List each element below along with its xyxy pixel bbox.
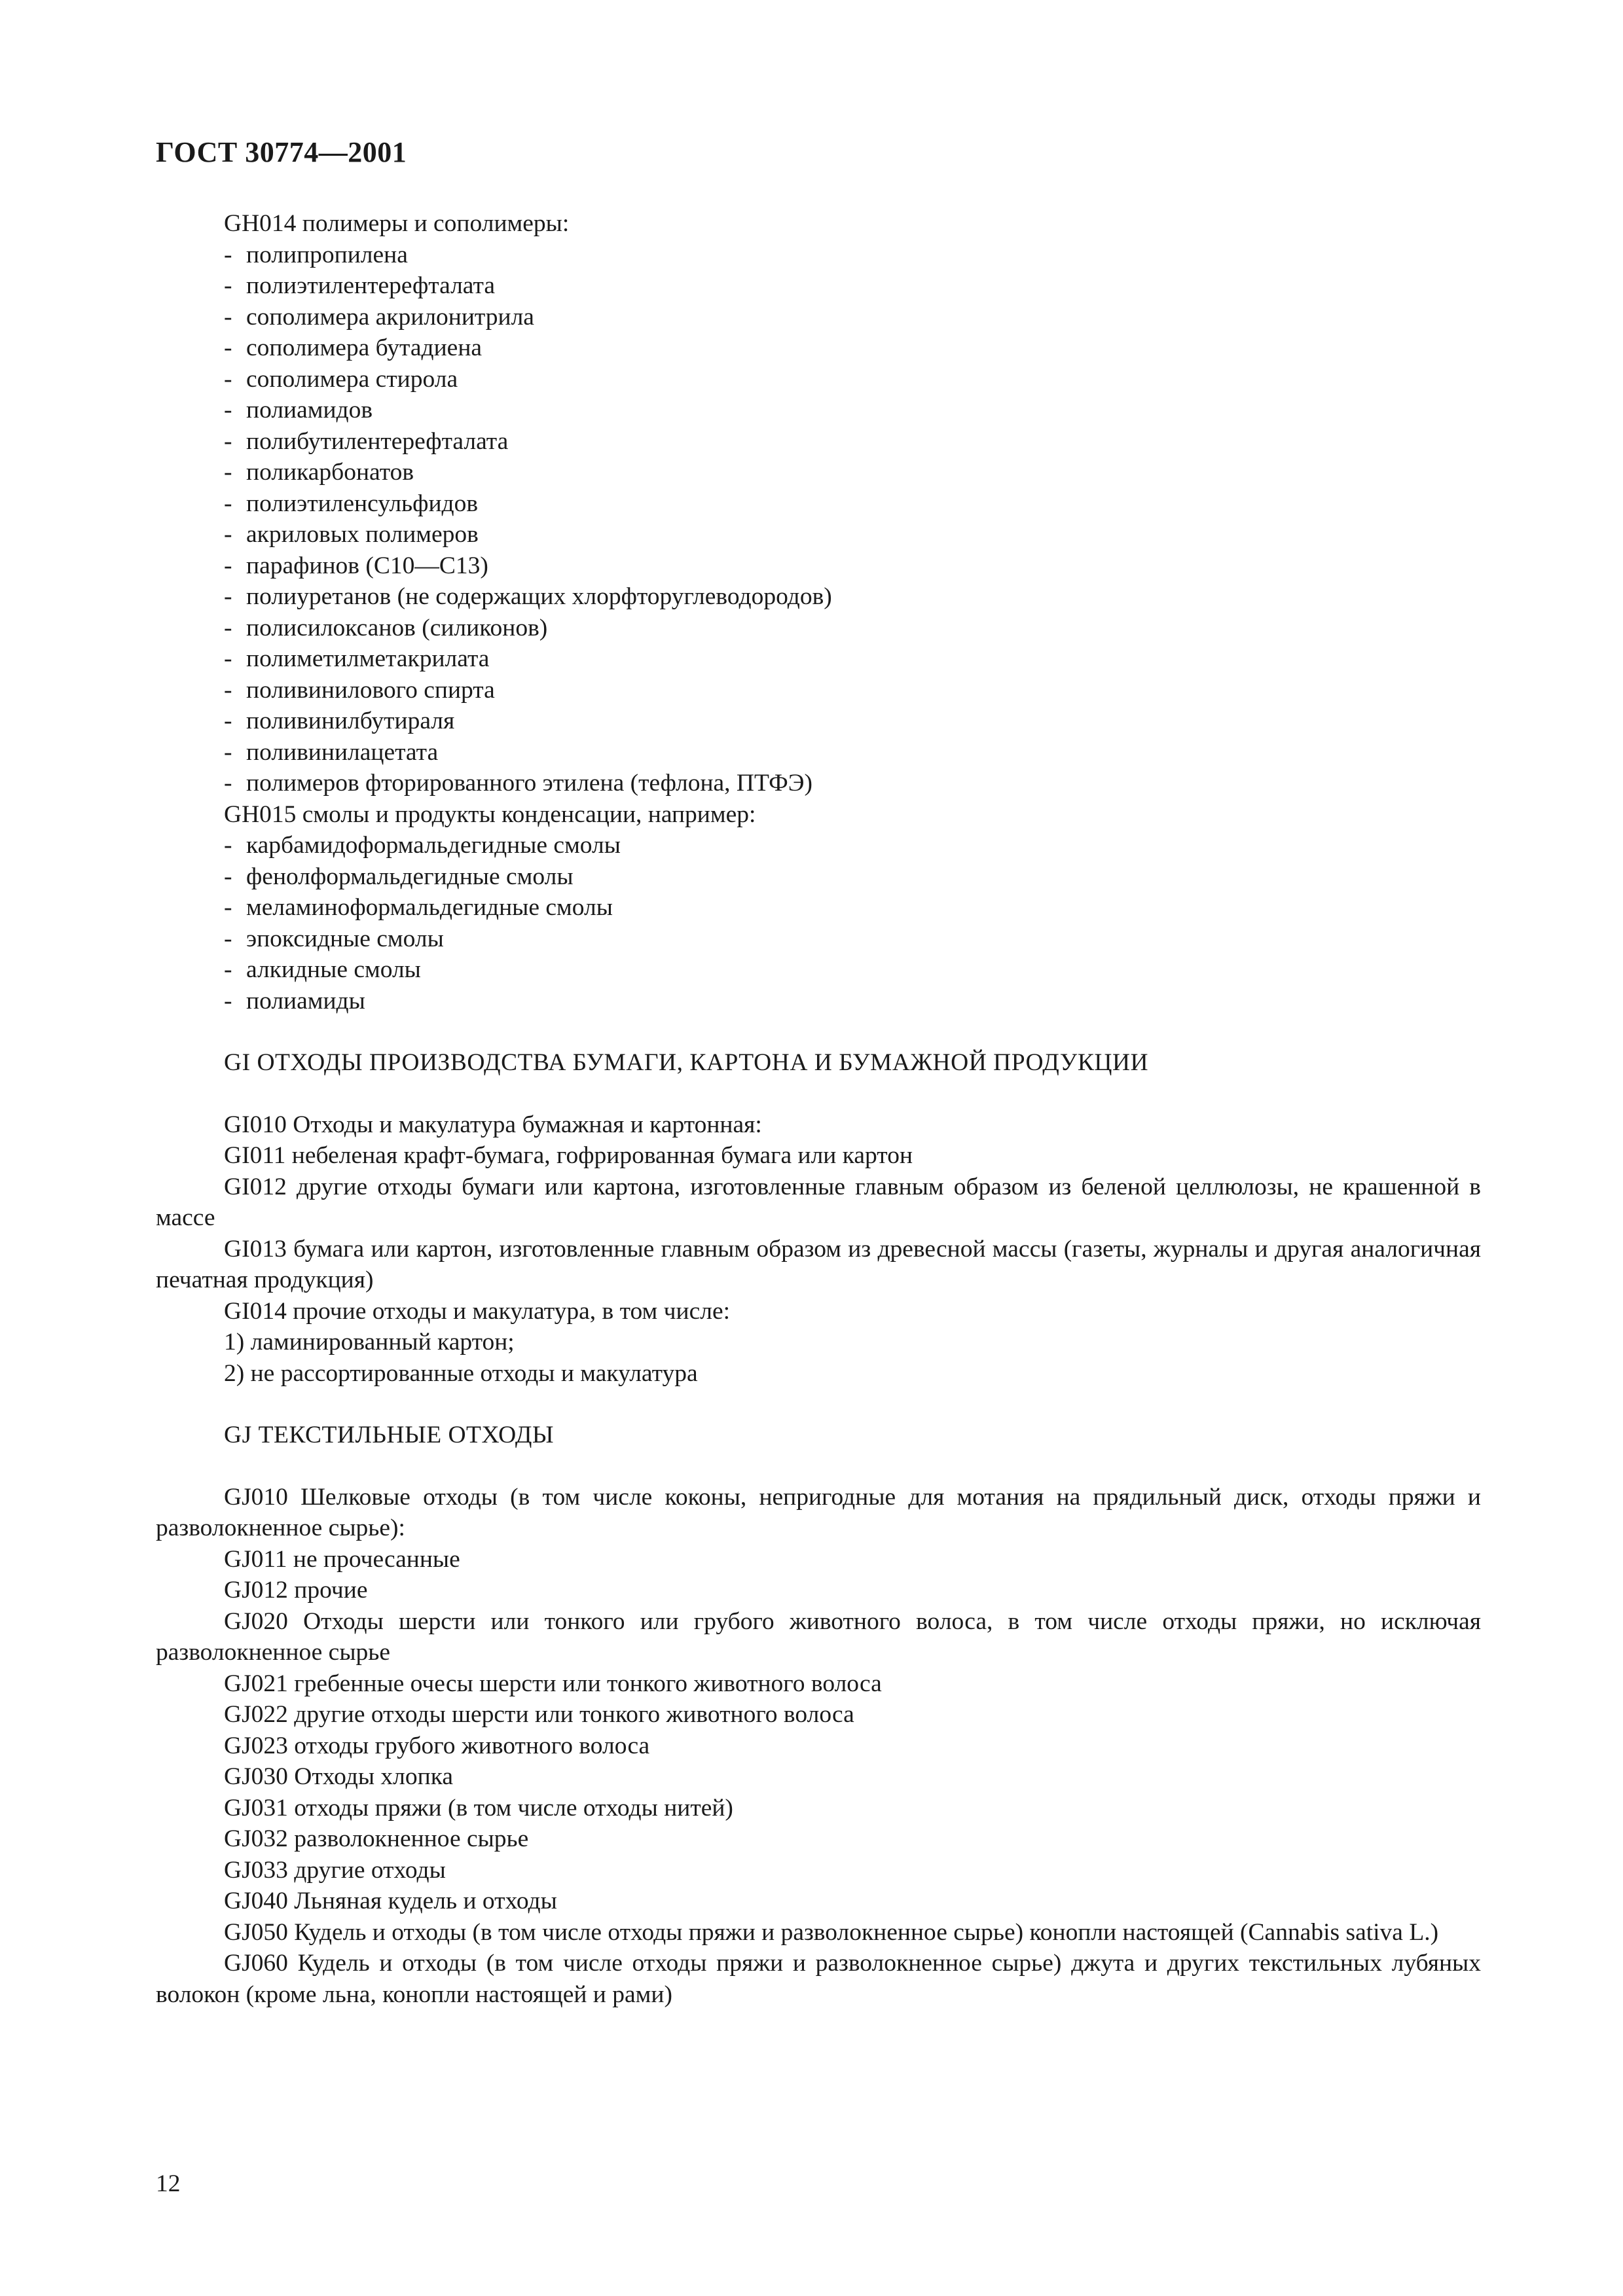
entry-gj012: GJ012 прочие <box>224 1577 368 1604</box>
entry-gj050: GJ050 Кудель и отходы (в том числе отходы пряжи и разволокненное сырье) конопли настоящей (Cannabis sativa L.) <box>224 1918 1439 1946</box>
list-item: - поливинилбутираля <box>224 708 455 734</box>
list-item: - полиэтилентерефталата <box>224 272 495 299</box>
list-item: - поликарбонатов <box>224 459 414 486</box>
entry-gj022: GJ022 другие отходы шерсти или тонкого животного волоса <box>224 1701 854 1728</box>
list-item: - поливинилацетата <box>224 738 439 766</box>
list-item: - полиметилметакрилата <box>224 645 490 672</box>
entry-gj010: GJ010 Шелковые отходы (в том числе коконы, непригодные для мотания на прядильный диск, отходы пряжи и разволокненное сырье): <box>156 1483 1481 1541</box>
entry-gi012: GI012 другие отходы бумаги или картона, изготовленные главным образом из беленой целлюлозы, не крашенной в массе <box>156 1173 1481 1231</box>
section-title-gi: GI ОТХОДЫ ПРОИЗВОДСТВА БУМАГИ, КАРТОНА И БУМАЖНОЙ ПРОДУКЦИИ <box>224 1049 1149 1076</box>
list-item: - сополимера бутадиена <box>224 334 483 361</box>
document-body <box>156 208 1481 2010</box>
list-item: - полиамиды <box>224 987 365 1014</box>
document-header: ГОСТ 30774—2001 <box>156 136 407 168</box>
list-item: - полипропилена <box>224 241 408 268</box>
list-item: - полимеров фторированного этилена (тефлона, ПТФЭ) <box>224 770 812 797</box>
list-item: - меламиноформальдегидные смолы <box>224 894 613 921</box>
entry-gi013: GI013 бумага или картон, изготовленные главным образом из древесной массы (газеты, журналы и другая аналогичная печатная продукция) <box>156 1235 1481 1293</box>
entry-gi010: GI010 Отходы и макулатура бумажная и картонная: <box>224 1111 762 1138</box>
entry-gj023: GJ023 отходы грубого животного волоса <box>224 1732 650 1759</box>
list-item: - полиэтиленсульфидов <box>224 490 479 517</box>
entry-gj033: GJ033 другие отходы <box>224 1856 446 1884</box>
entry-gj021: GJ021 гребенные очесы шерсти или тонкого животного волоса <box>224 1670 882 1697</box>
list-item: 1) ламинированный картон; <box>224 1329 515 1355</box>
list-item: - алкидные смолы <box>224 956 421 983</box>
gh015-heading: GH015 смолы и продукты конденсации, например: <box>224 800 756 828</box>
entry-gi014: GI014 прочие отходы и макулатура, в том числе: <box>224 1297 731 1325</box>
section-title-gj: GJ ТЕКСТИЛЬНЫЕ ОТХОДЫ <box>224 1422 555 1448</box>
gh014-heading: GH014 полимеры и сополимеры: <box>224 210 570 237</box>
entry-gi011: GI011 небеленая крафт-бумага, гофрированная бумага или картон <box>224 1142 913 1169</box>
list-item: 2) не рассортированные отходы и макулатура <box>224 1359 698 1387</box>
list-item: - полиамидов <box>224 397 373 423</box>
entry-gj030: GJ030 Отходы хлопка <box>224 1763 453 1790</box>
list-item: - поливинилового спирта <box>224 676 495 704</box>
entry-gj020: GJ020 Отходы шерсти или тонкого или грубого животного волоса, в том числе отходы пряжи, но исключая разволокненное сырье <box>156 1607 1481 1666</box>
entry-gj011: GJ011 не прочесанные <box>224 1545 460 1573</box>
list-item: - фенолформальдегидные смолы <box>224 863 574 890</box>
list-item: - полибутилентерефталата <box>224 427 509 455</box>
page-number: 12 <box>156 2170 181 2197</box>
entry-gj031: GJ031 отходы пряжи (в том числе отходы нитей) <box>224 1794 733 1821</box>
list-item: - сополимера акрилонитрила <box>224 303 534 331</box>
entry-gj060: GJ060 Кудель и отходы (в том числе отходы пряжи и разволокненное сырье) джута и других текстильных лубяных волокон (кроме льна, конопли настоящей и рами) <box>156 1950 1481 2008</box>
list-item: - эпоксидные смолы <box>224 925 444 952</box>
list-item: - сополимера стирола <box>224 365 458 393</box>
entry-gj032: GJ032 разволокненное сырье <box>224 1825 529 1852</box>
list-item: - полисилоксанов (силиконов) <box>224 614 548 641</box>
list-item: - полиуретанов (не содержащих хлорфторуглеводородов) <box>224 583 832 610</box>
list-item: - парафинов (С10—С13) <box>224 552 488 579</box>
entry-gj040: GJ040 Льняная кудель и отходы <box>224 1888 557 1914</box>
list-item: - карбамидоформальдегидные смолы <box>224 832 621 859</box>
list-item: - акриловых полимеров <box>224 521 479 548</box>
